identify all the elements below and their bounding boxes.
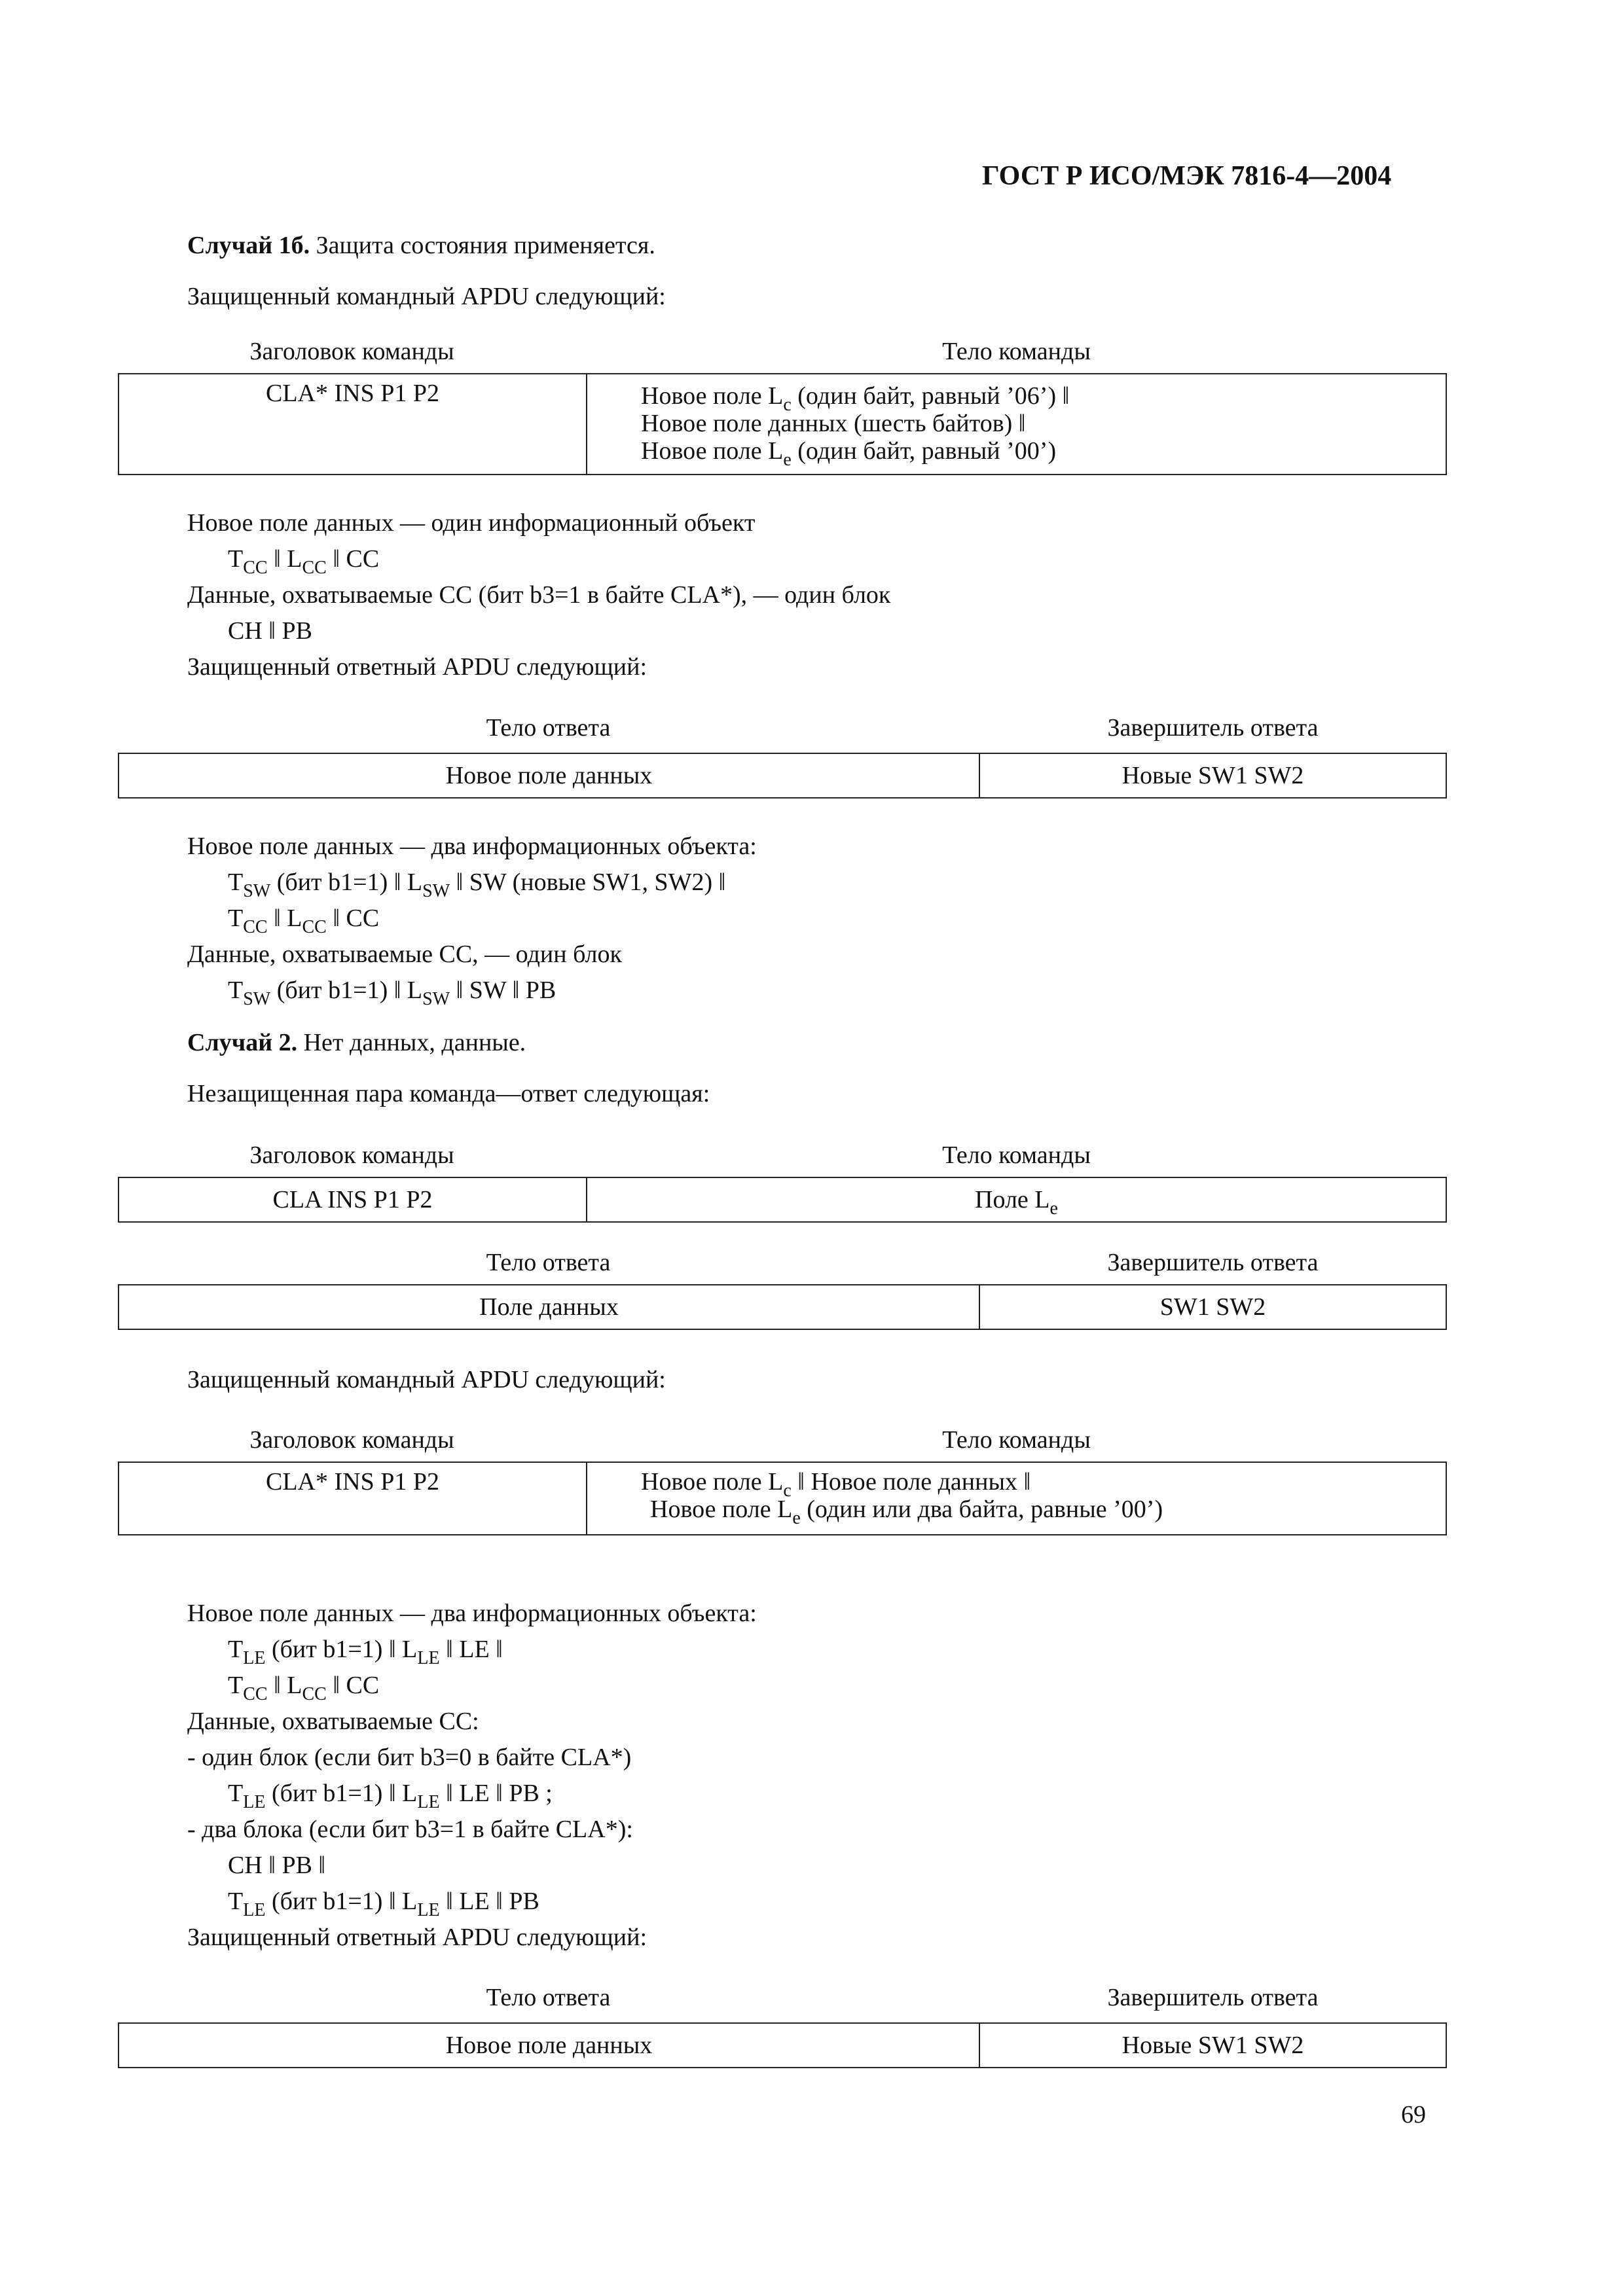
column-caption-response-body: Тело ответа	[486, 714, 611, 742]
one-block-option: - один блок (если бит b3=0 в байте CLA*)	[187, 1744, 632, 1771]
response-field-intro: Новое поле данных — два информационных объекта:	[187, 833, 757, 860]
response-body-cell: Поле данных	[119, 1285, 979, 1329]
unsecured-command-table	[118, 1177, 1447, 1223]
case-1b-label: Случай 1б.	[187, 232, 310, 259]
unsecured-pair-intro: Незащищенная пара команда—ответ следующая:	[187, 1080, 710, 1107]
response-trailer-cell: Новые SW1 SW2	[979, 753, 1446, 798]
column-caption-response-trailer: Завершитель ответа	[1107, 1249, 1319, 1276]
secured-command-intro: Защищенный командный APDU следующий:	[187, 1366, 666, 1393]
secured-response-table	[118, 2022, 1447, 2068]
one-block-value: $T_{LE}$ (бит b1=1) ‖ $L_{LE}$ ‖ LE ‖ PB ;	[228, 1780, 553, 1812]
column-caption-command-body: Тело команды	[942, 1141, 1091, 1169]
command-body-cell	[587, 374, 1446, 475]
object-tle: $T_{LE}$ (бит b1=1) ‖ $L_{LE}$ ‖ LE ‖	[228, 1636, 503, 1668]
object-tcc: $T_{CC}$ ‖ $L_{CC}$ ‖ CC	[228, 1672, 380, 1704]
object-tcc: $T_{CC}$ ‖ $L_{CC}$ ‖ CC	[228, 905, 380, 937]
column-caption-command-body: Тело команды	[942, 338, 1091, 365]
case-1b-text: Защита состояния применяется.	[310, 232, 655, 259]
two-blocks-option: - два блока (если бит b3=1 в байте CLA*):	[187, 1816, 633, 1843]
column-caption-command-header: Заголовок команды	[249, 1141, 454, 1169]
unsecured-response-table	[118, 1284, 1447, 1330]
command-body-line: Новое поле данных (шесть байтов) ‖	[641, 410, 1026, 437]
secured-command-intro: Защищенный командный APDU следующий:	[187, 283, 666, 310]
two-blocks-value: $T_{LE}$ (бит b1=1) ‖ $L_{LE}$ ‖ LE ‖ PB	[228, 1888, 539, 1920]
page-number: 69	[1401, 2101, 1426, 2128]
case-2-text: Нет данных, данные.	[297, 1029, 526, 1056]
two-blocks-line: CH ‖ PB ‖	[228, 1852, 326, 1879]
object-tcc: $T_{CC}$ ‖ $L_{CC}$ ‖ CC	[228, 545, 380, 578]
column-caption-response-body: Тело ответа	[486, 1249, 611, 1276]
secured-command-table	[118, 373, 1447, 475]
secured-command-table	[118, 1462, 1447, 1535]
secured-response-intro: Защищенный ответный APDU следующий:	[187, 1924, 647, 1951]
data-field-intro: Новое поле данных — один информационный объект	[187, 509, 756, 537]
column-caption-command-header: Заголовок команды	[249, 338, 454, 365]
response-trailer-cell: SW1 SW2	[979, 1285, 1446, 1329]
column-caption-response-trailer: Завершитель ответа	[1107, 714, 1319, 742]
command-header-cell: CLA* INS P1 P2	[119, 374, 587, 475]
command-body-line: Новое поле $L_e$ (один байт, равный ’00’)	[641, 437, 1057, 470]
case-2-label: Случай 2.	[187, 1029, 298, 1056]
secured-response-table	[118, 753, 1447, 798]
object-tsw: $T_{SW}$ (бит b1=1) ‖ $L_{SW}$ ‖ SW (новые SW1, SW2) ‖	[228, 869, 726, 901]
case-2-line	[187, 1028, 526, 1058]
secured-response-intro: Защищенный ответный APDU следующий:	[187, 653, 647, 681]
covered-data-text: Данные, охватываемые CC, — один блок	[187, 941, 622, 968]
command-header-cell: CLA* INS P1 P2	[119, 1462, 587, 1535]
block-text: CH ‖ PB	[228, 617, 312, 645]
response-body-cell: Новое поле данных	[119, 2023, 979, 2068]
response-trailer-cell: Новые SW1 SW2	[979, 2023, 1446, 2068]
document-header: ГОСТ Р ИСО/МЭК 7816-4—2004	[982, 161, 1392, 191]
covered-data-text: Данные, охватываемые CC (бит b3=1 в байте CLA*), — один блок	[187, 581, 891, 609]
command-header-cell: CLA INS P1 P2	[119, 1177, 587, 1222]
command-body-line: Новое поле $L_c$ (один байт, равный ’06’) ‖	[641, 382, 1070, 415]
command-body-cell: Поле $L_e$	[587, 1177, 1446, 1222]
command-body-cell	[587, 1462, 1446, 1535]
column-caption-response-body: Тело ответа	[486, 1984, 611, 2011]
column-caption-response-trailer: Завершитель ответа	[1107, 1984, 1319, 2011]
column-caption-command-body: Тело команды	[942, 1426, 1091, 1454]
block-text: $T_{SW}$ (бит b1=1) ‖ $L_{SW}$ ‖ SW ‖ PB	[228, 977, 556, 1009]
command-body-line: Новое поле $L_e$ (один или два байта, равные ’00’)	[650, 1496, 1163, 1528]
case-1b-line	[187, 230, 655, 260]
command-body-line: Новое поле $L_c$ ‖ Новое поле данных ‖	[641, 1468, 1031, 1501]
data-field-intro: Новое поле данных — два информационных объекта:	[187, 1600, 757, 1627]
column-caption-command-header: Заголовок команды	[249, 1426, 454, 1454]
response-body-cell: Новое поле данных	[119, 753, 979, 798]
covered-data-text: Данные, охватываемые CC:	[187, 1708, 479, 1735]
